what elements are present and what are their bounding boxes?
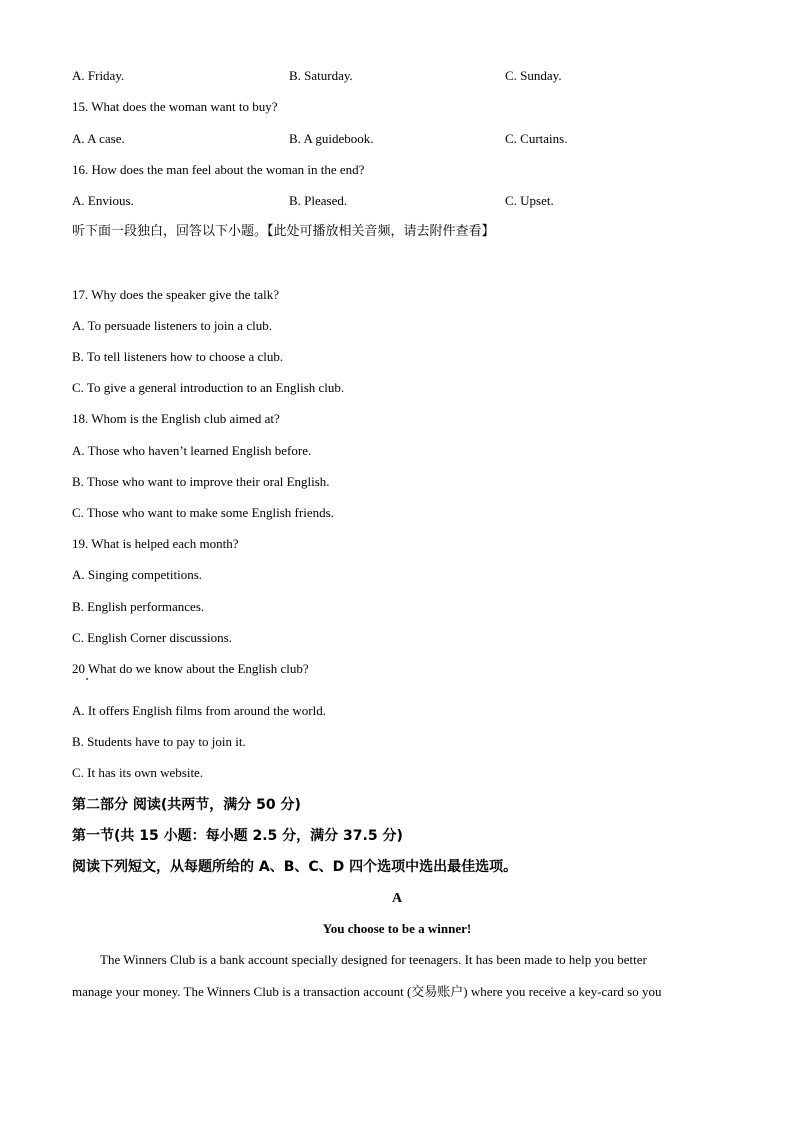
- part2-section1-heading: 第一节(共 15 小题：每小题 2.5 分，满分 37.5 分): [72, 828, 403, 844]
- passage-line-1: The Winners Club is a bank account specially designed for teenagers. It has been made to help you better: [100, 952, 647, 967]
- q17-option-a[interactable]: A. To persuade listeners to join a club.: [72, 318, 272, 333]
- passage-line-2: manage your money. The Winners Club is a transaction account (交易账户) where you receive a key-card so you: [72, 984, 662, 999]
- q17-option-c[interactable]: C. To give a general introduction to an English club.: [72, 380, 345, 395]
- q19-question: 19. What is helped each month?: [72, 536, 239, 551]
- q16-question: 16. How does the man feel about the woman in the end?: [72, 162, 365, 177]
- monologue-instruction: 听下面一段独白，回答以下小题。【此处可播放相关音频，请去附件查看】: [72, 224, 495, 239]
- q20-option-a[interactable]: A. It offers English films from around the world.: [72, 703, 326, 718]
- q14-option-c[interactable]: C. Sunday.: [505, 68, 562, 83]
- q14-options: [72, 68, 732, 84]
- number-dot-mark: [86, 678, 88, 680]
- q15-option-c[interactable]: C. Curtains.: [505, 131, 568, 146]
- q20-question: 20 What do we know about the English club?: [72, 661, 309, 676]
- q18-option-a[interactable]: A. Those who haven’t learned English before.: [72, 443, 312, 458]
- q15-option-b[interactable]: B. A guidebook.: [289, 131, 374, 146]
- q15-options: [72, 131, 732, 147]
- q15-question: 15. What does the woman want to buy?: [72, 99, 278, 114]
- q16-options: [72, 193, 732, 209]
- q14-option-b[interactable]: B. Saturday.: [289, 68, 353, 83]
- reading-instruction: 阅读下列短文，从每题所给的 A、B、C、D 四个选项中选出最佳选项。: [72, 859, 518, 875]
- q19-option-a[interactable]: A. Singing competitions.: [72, 567, 202, 582]
- q19-option-b[interactable]: B. English performances.: [72, 599, 205, 614]
- q20-option-c[interactable]: C. It has its own website.: [72, 765, 204, 780]
- q17-question: 17. Why does the speaker give the talk?: [72, 287, 279, 302]
- q18-option-c[interactable]: C. Those who want to make some English friends.: [72, 505, 334, 520]
- q14-option-a[interactable]: A. Friday.: [72, 68, 125, 83]
- passage-title: You choose to be a winner!: [322, 921, 472, 936]
- q18-question: 18. Whom is the English club aimed at?: [72, 411, 280, 426]
- q16-option-c[interactable]: C. Upset.: [505, 193, 554, 208]
- q17-option-b[interactable]: B. To tell listeners how to choose a club.: [72, 349, 284, 364]
- q16-option-b[interactable]: B. Pleased.: [289, 193, 348, 208]
- q15-option-a[interactable]: A. A case.: [72, 131, 125, 146]
- passage-letter: A: [391, 891, 403, 906]
- part2-heading: 第二部分 阅读(共两节，满分 50 分): [72, 797, 301, 813]
- q19-option-c[interactable]: C. English Corner discussions.: [72, 630, 232, 645]
- q20-option-b[interactable]: B. Students have to pay to join it.: [72, 734, 246, 749]
- q16-option-a[interactable]: A. Envious.: [72, 193, 134, 208]
- q18-option-b[interactable]: B. Those who want to improve their oral English.: [72, 474, 330, 489]
